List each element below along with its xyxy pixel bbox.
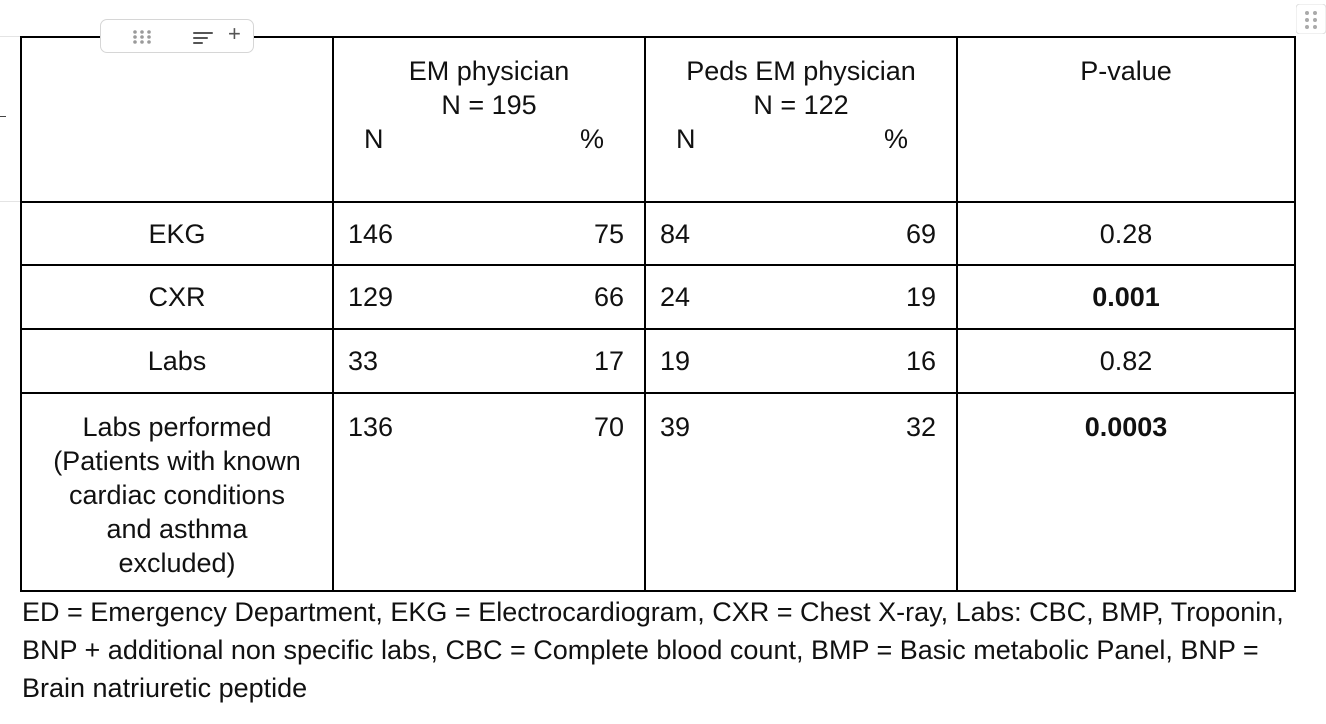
row-label-line: and asthma: [106, 514, 248, 544]
em-n-value: 146: [348, 218, 394, 249]
row-label-line: excluded): [118, 548, 236, 578]
header-em-physician: [333, 37, 645, 202]
em-pct-value: 66: [593, 282, 624, 312]
row-label-line: Labs performed: [82, 412, 272, 442]
row-label-line: cardiac conditions: [68, 480, 286, 510]
em-pct-value: 17: [593, 346, 624, 376]
table-row: [21, 265, 1295, 329]
table-row: [21, 393, 1295, 591]
table-row: [21, 202, 1295, 265]
header-empty-cell: [21, 37, 333, 202]
em-pct-value: 75: [593, 218, 624, 249]
peds-pct-label: %: [883, 124, 908, 154]
em-n-value: 129: [348, 282, 394, 312]
filter-lines-icon[interactable]: [193, 31, 213, 50]
row-label: [21, 393, 333, 591]
grip-dots-icon[interactable]: [133, 30, 159, 49]
peds-n-label: N: [676, 124, 696, 154]
row-marker: [0, 116, 6, 117]
peds-cell: [645, 202, 957, 265]
em-n-value: 33: [348, 346, 379, 376]
peds-cell: [645, 393, 957, 591]
em-n-label: N: [364, 124, 384, 154]
pvalue-cell: 0.001: [957, 265, 1295, 329]
peds-title: Peds EM physician: [686, 56, 916, 86]
corner-grip-icon[interactable]: [1296, 4, 1326, 34]
peds-n-value: 39: [660, 412, 691, 442]
peds-n-value: 24: [660, 282, 691, 312]
results-table: [20, 36, 1296, 592]
peds-pct-value: 32: [905, 412, 936, 442]
peds-n-value: 19: [660, 346, 691, 376]
em-pct-value: 70: [593, 412, 624, 442]
peds-pct-value: 16: [905, 346, 936, 376]
em-cell: [333, 265, 645, 329]
em-pct-label: %: [579, 124, 604, 154]
header-peds-physician: [645, 37, 957, 202]
pvalue-title: P-value: [1080, 56, 1172, 86]
peds-cell: [645, 265, 957, 329]
header-pvalue: [957, 37, 1295, 202]
em-cell: [333, 393, 645, 591]
add-button[interactable]: +: [228, 21, 241, 46]
pvalue-cell: 0.82: [957, 329, 1295, 393]
peds-n-total: N = 122: [753, 90, 849, 120]
peds-n-value: 84: [660, 218, 691, 249]
row-label: Labs: [21, 329, 333, 393]
em-n-value: 136: [348, 412, 394, 442]
peds-cell: [645, 329, 957, 393]
table-row: [21, 329, 1295, 393]
em-cell: [333, 202, 645, 265]
row-label-line: (Patients with known: [53, 446, 301, 476]
em-n-total: N = 195: [441, 90, 537, 120]
peds-pct-value: 69: [905, 218, 936, 249]
table-footnote: ED = Emergency Department, EKG = Electrocardiogram, CXR = Chest X-ray, Labs: CBC, BMP, Troponin, BNP + additional non specific labs, CBC = Complete blood count, BMP = Basic metabolic Panel, BNP = Brain natriuretic peptide: [22, 597, 1284, 703]
row-label: EKG: [21, 202, 333, 265]
em-title: EM physician: [408, 56, 570, 86]
table-header-row: [21, 37, 1295, 202]
canvas-guide-line-bottom: [0, 201, 20, 202]
pvalue-cell: 0.28: [957, 202, 1295, 265]
pvalue-cell: 0.0003: [957, 393, 1295, 591]
row-label: CXR: [21, 265, 333, 329]
table-toolbar: [100, 19, 254, 53]
canvas-guide-line-top: [0, 36, 20, 37]
em-cell: [333, 329, 645, 393]
peds-pct-value: 19: [905, 282, 936, 312]
